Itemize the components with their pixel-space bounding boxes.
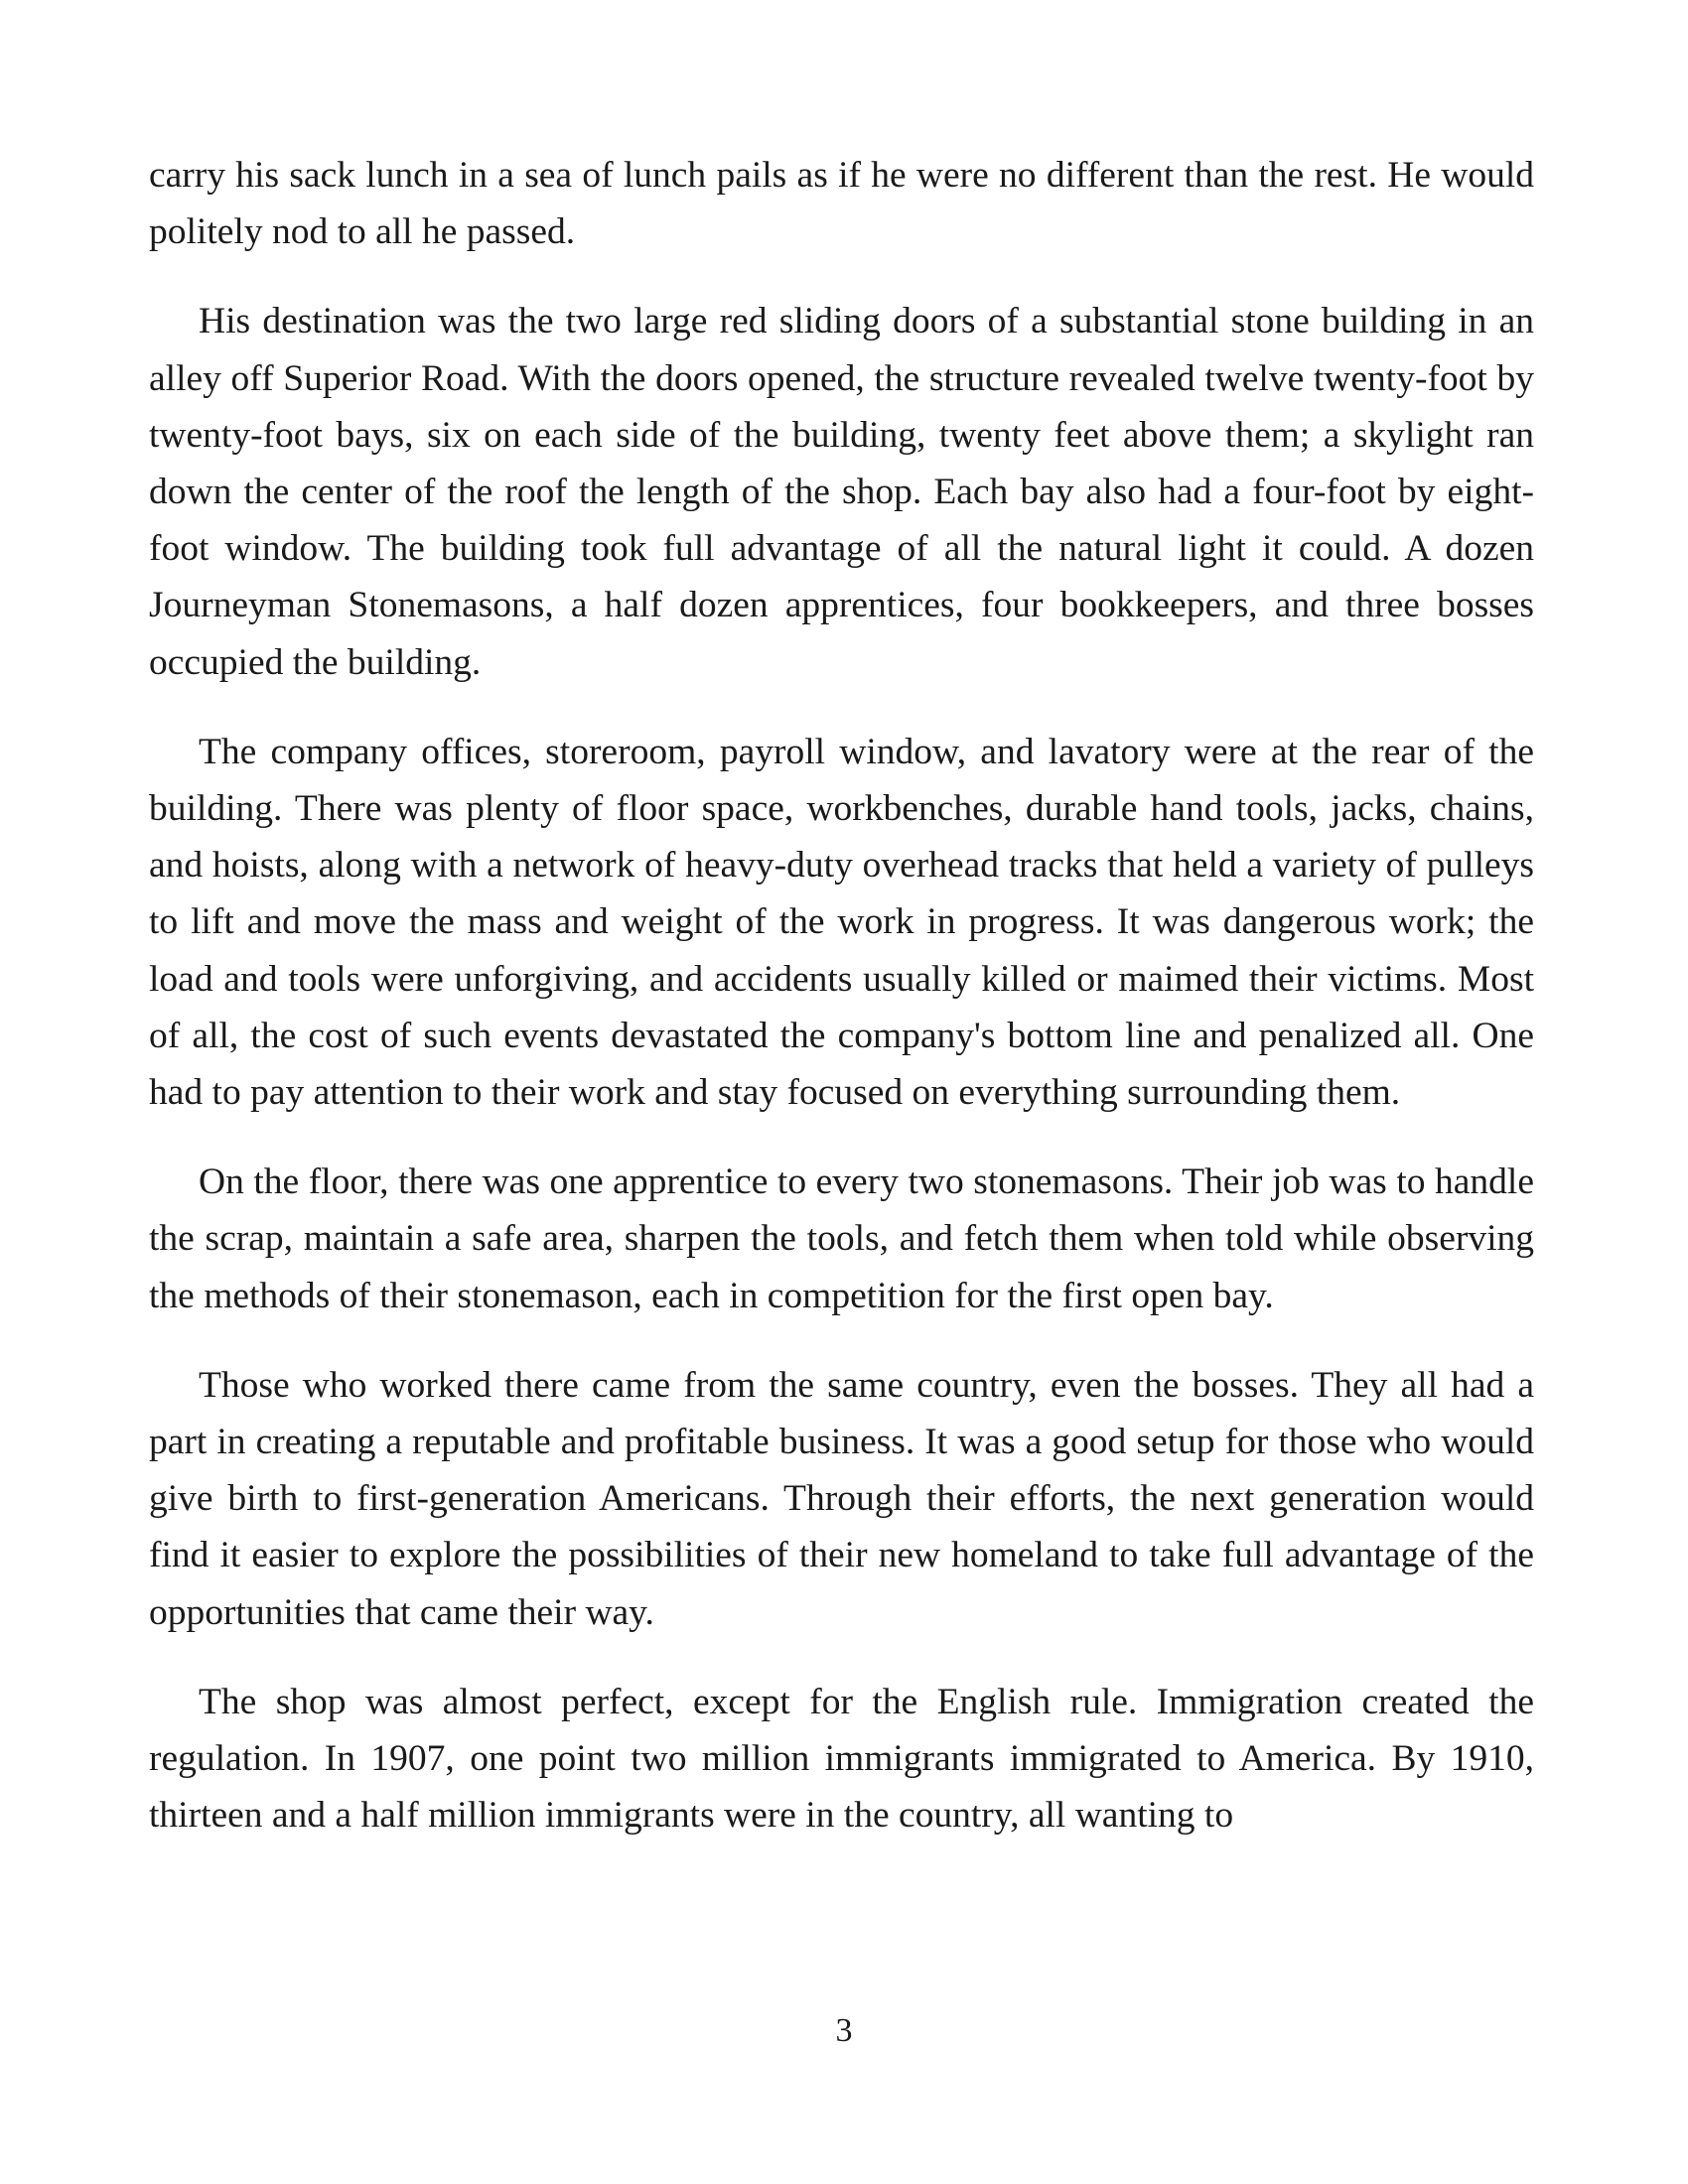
page-number: 3 <box>835 2012 853 2049</box>
paragraph-english-rule: The shop was almost perfect, except for the English rule. Immigration created the regulation. In 1907, one point two million immigrants immigrated to America. By 1910, thirteen and a half million immigrants were in the country, all wanting to <box>149 1681 1534 1837</box>
paragraph-company-offices: The company offices, storeroom, payroll window, and lavatory were at the rear of the building. There was plenty of floor space, workbenches, durable hand tools, jacks, chains, and hoists, along with a network of heavy-duty overhead tracks that held a variety of pulleys to lift and move the mass and weight of the work in progress. It was dangerous work; the load and tools were unforgiving, and accidents usually killed or maimed their victims. Most of all, the cost of such events devastated the company's bottom line and penalized all. One had to pay attention to their work and stay focused on everything surrounding them. <box>149 731 1534 1114</box>
paragraph-workers: Those who worked there came from the same country, even the bosses. They all had a part in creating a reputable and profitable business. It was a good setup for those who would give birth to first-generation Americans. Through their efforts, the next generation would find it easier to explore the possibilities of their new homeland to take full advantage of the opportunities that came their way. <box>149 1364 1534 1633</box>
paragraph-continued: carry his sack lunch in a sea of lunch pails as if he were no different than the rest. He would politely nod to all he passed. <box>149 155 1534 253</box>
paragraph-floor: On the floor, there was one apprentice to every two stonemasons. Their job was to handle the scrap, maintain a safe area, sharpen the tools, and fetch them when told while observing the methods of their stonemason, each in competition for the first open bay. <box>149 1161 1534 1316</box>
page-body <box>149 147 1534 1876</box>
paragraph-destination: His destination was the two large red sliding doors of a substantial stone building in an alley off Superior Road. With the doors opened, the structure revealed twelve twenty-foot by twenty-foot bays, six on each side of the building, twenty feet above them; a skylight ran down the center of the roof the length of the shop. Each bay also had a four-foot by eight-foot window. The building took full advantage of all the natural light it could. A dozen Journeyman Stonemasons, a half dozen apprentices, four bookkeepers, and three bosses occupied the building. <box>149 301 1534 683</box>
